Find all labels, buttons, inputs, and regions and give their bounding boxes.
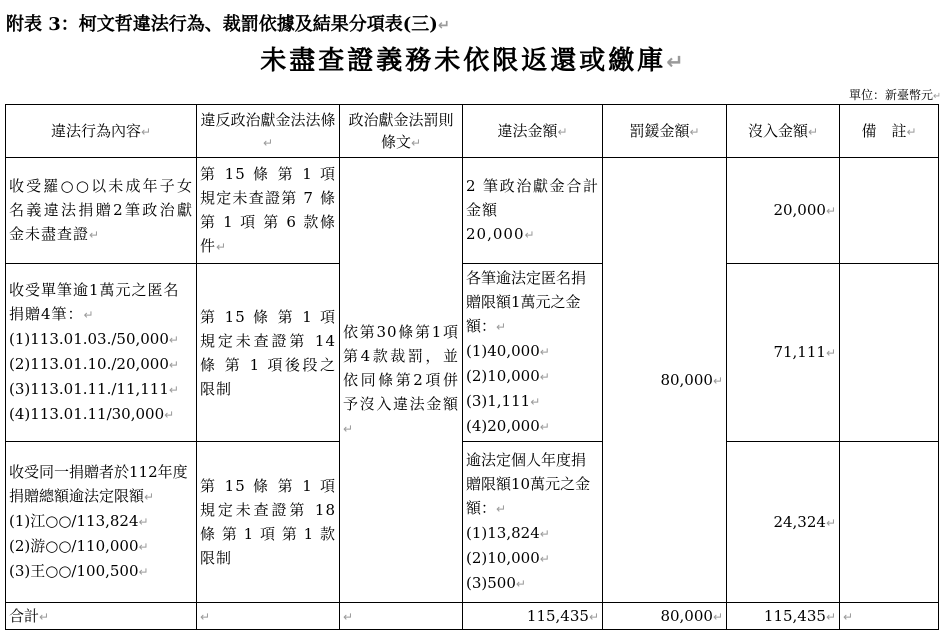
total-empty: ↵ [197, 603, 340, 630]
remarks [840, 442, 939, 603]
column-header: 備 註↵ [840, 105, 939, 158]
fine-amount: 80,000↵ [603, 158, 727, 603]
total-label: 合計↵ [6, 603, 197, 630]
illegal-amount: 逾法定個人年度捐贈限額10萬元之金額：↵ (1)13,824↵ (2)10,000↵ (3)500↵ [463, 442, 603, 603]
illegal-amount: 2 筆政治獻金合計金額 20,000↵ [463, 158, 603, 264]
remarks [840, 264, 939, 442]
remarks: ↵ [840, 603, 939, 630]
total-empty: ↵ [340, 603, 463, 630]
violation-content: 收受同一捐贈者於112年度捐贈總額逾法定限額↵ (1)江○○/113,824↵ (2)游○○/110,000↵ (3)王○○/100,500↵ [6, 442, 197, 603]
confiscated-amount: 20,000↵ [727, 158, 840, 264]
column-header: 政治獻金法罰則條文↵ [340, 105, 463, 158]
table-row [6, 264, 939, 442]
violation-content: 收受羅○○以未成年子女名義違法捐贈2筆政治獻金未盡查證↵ [6, 158, 197, 264]
violation-table [5, 104, 939, 630]
total-confiscated-amount: 115,435↵ [727, 603, 840, 630]
illegal-amount: 各筆逾法定匿名捐贈限額1萬元之金額：↵ (1)40,000↵ (2)10,000↵ (3)1,111↵ (4)20,000↵ [463, 264, 603, 442]
total-illegal-amount: 115,435↵ [463, 603, 603, 630]
total-fine-amount: 80,000↵ [603, 603, 727, 630]
table-row [6, 158, 939, 264]
violated-article: 第 15 條 第 1 項 規定未查證第 14 條 第 1 項後段之限制 [197, 264, 340, 442]
column-header: 違法行為內容↵ [6, 105, 197, 158]
table-row [6, 442, 939, 603]
appendix-heading: 附表 3：柯文哲違法行為、裁罰依據及結果分項表(三)↵ [6, 14, 450, 35]
violated-article: 第 15 條 第 1 項 規定未查證第 18 條 第 1 項 第 1 款限制 [197, 442, 340, 603]
violated-article: 第 15 條 第 1 項 規定未查證第 7 條 第 1 項 第 6 款條件↵ [197, 158, 340, 264]
remarks [840, 158, 939, 264]
violation-content: 收受單筆逾1萬元之匿名捐贈4筆：↵ (1)113.01.03./50,000↵ (2)113.01.10./20,000↵ (3)113.01.11./11,111↵ (4)113.01.11/30,000↵ [6, 264, 197, 442]
column-header: 違法金額↵ [463, 105, 603, 158]
total-row [6, 603, 939, 630]
column-header: 沒入金額↵ [727, 105, 840, 158]
confiscated-amount: 71,111↵ [727, 264, 840, 442]
table-header-row [6, 105, 939, 158]
penalty-basis: 依第30條第1項第4款裁罰，並依同條第2項併予沒入違法金額↵ [340, 158, 463, 603]
confiscated-amount: 24,324↵ [727, 442, 840, 603]
currency-unit: 單位：新臺幣元↵ [848, 88, 941, 102]
column-header: 罰鍰金額↵ [603, 105, 727, 158]
page-title: 未盡查證義務未依限返還或繳庫↵ [260, 46, 687, 76]
column-header: 違反政治獻金法法條↵ [197, 105, 340, 158]
